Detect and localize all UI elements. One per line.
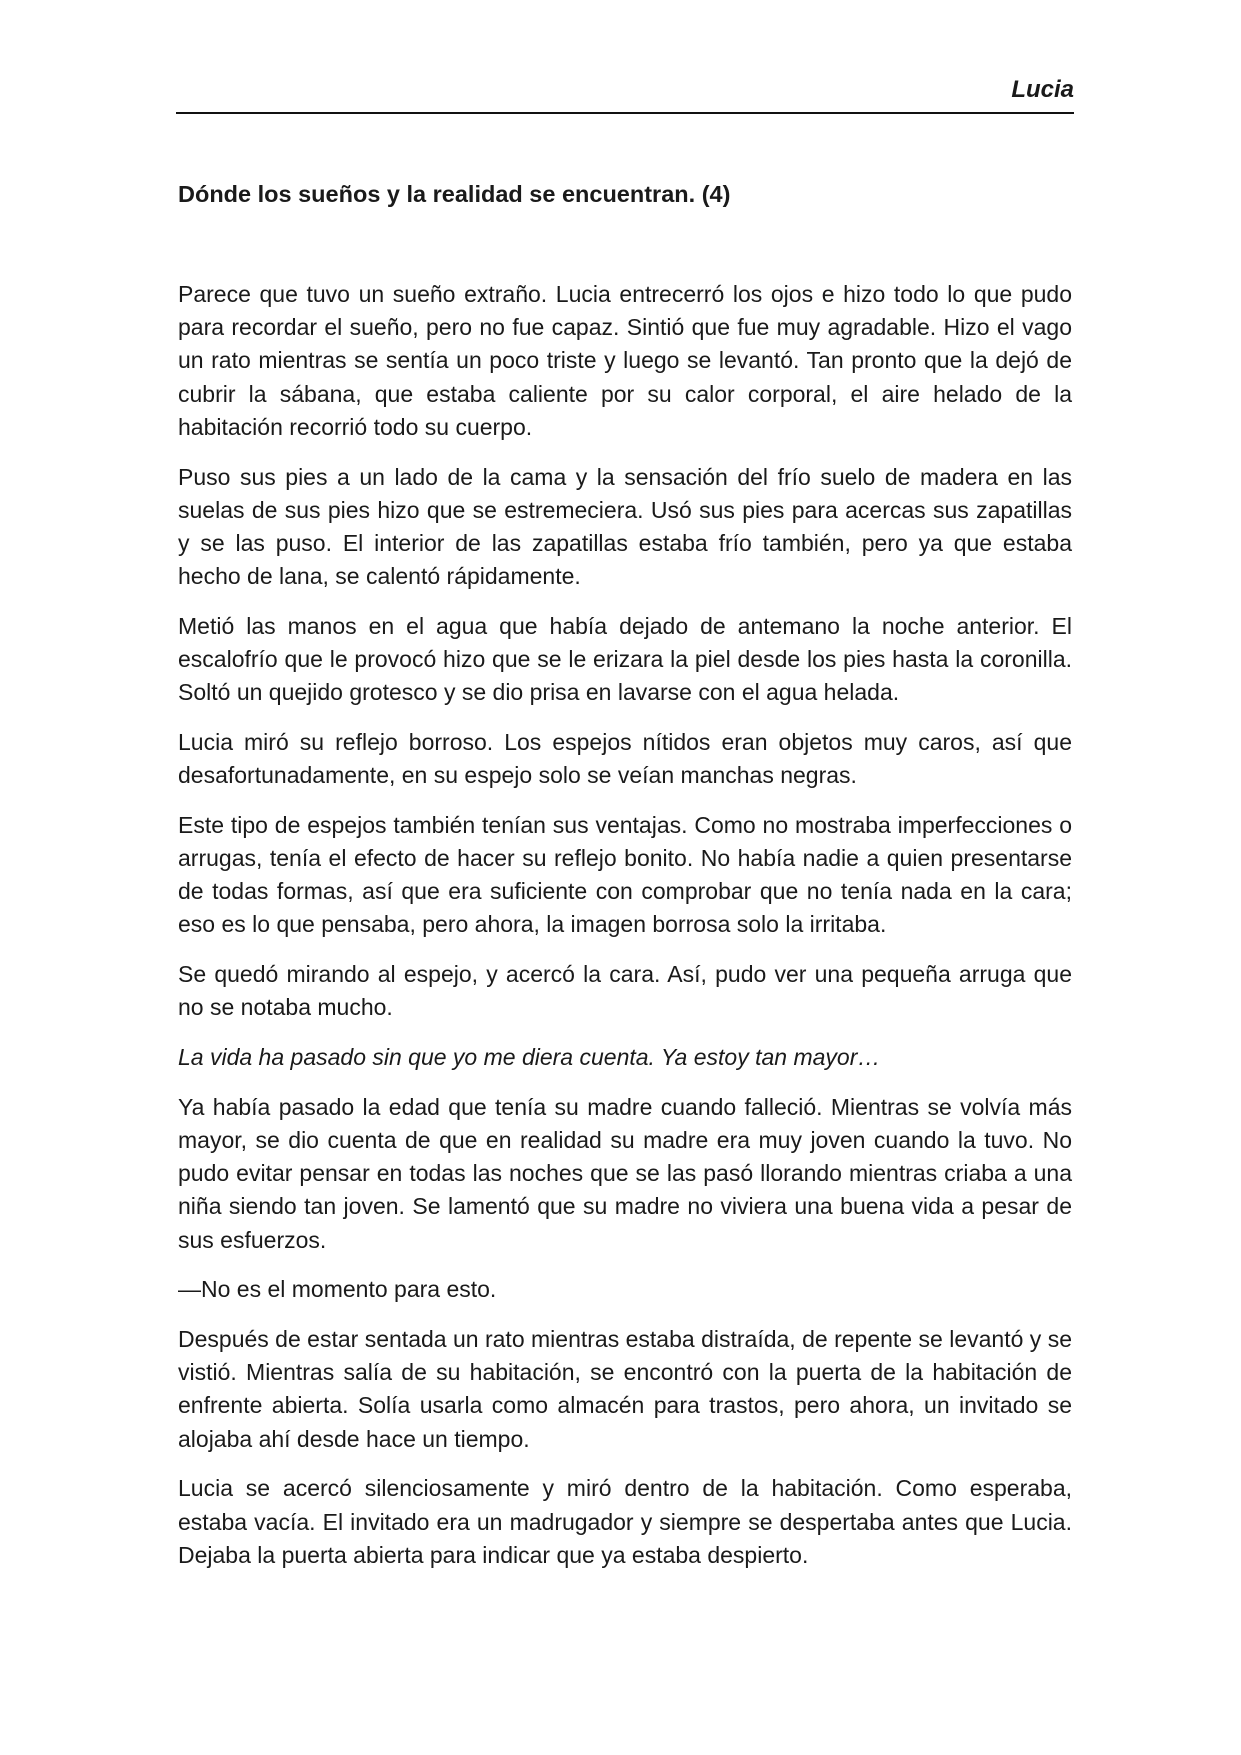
- paragraph: Metió las manos en el agua que había dejado de antemano la noche anterior. El escalofrío que le provocó hizo que se le erizara la piel desde los pies hasta la coronilla. Soltó un quejido grotesco y se dio prisa en lavarse con el agua helada.: [178, 612, 1072, 706]
- paragraph: Lucia se acercó silenciosamente y miró dentro de la habitación. Como esperaba, estaba vacía. El invitado era un madrugador y siempre se despertaba antes que Lucia. Dejaba la puerta abierta para indicar que ya estaba despierto.: [178, 1475, 1072, 1568]
- paragraph: Ya había pasado la edad que tenía su madre cuando falleció. Mientras se volvía más mayor, se dio cuenta de que en realidad su madre era muy joven cuando la tuvo. No pudo evitar pensar en todas las noches que se las pasó llorando mientras criaba a una niña siendo tan joven. Se lamentó que su madre no viviera una buena vida a pesar de sus esfuerzos.: [178, 1093, 1072, 1253]
- paragraph: Parece que tuvo un sueño extraño. Lucia entrecerró los ojos e hizo todo lo que pudo para recordar el sueño, pero no fue capaz. Sintió que fue muy agradable. Hizo el vago un rato mientras se sentía un poco triste y luego se levantó. Tan pronto que la dejó de cubrir la sábana, que estaba caliente por su calor corporal, el aire helado de la habitación recorrió todo su cuerpo.: [178, 281, 1072, 440]
- inner-thought-paragraph: La vida ha pasado sin que yo me diera cuenta. Ya estoy tan mayor…: [178, 1044, 881, 1071]
- chapter-title: Dónde los sueños y la realidad se encuentran. (4): [178, 181, 731, 207]
- paragraph: Se quedó mirando al espejo, y acercó la cara. Así, pudo ver una pequeña arruga que no se notaba mucho.: [178, 961, 1072, 1021]
- body-text: [178, 278, 1072, 1588]
- paragraph: Este tipo de espejos también tenían sus ventajas. Como no mostraba imperfecciones o arrugas, tenía el efecto de hacer su reflejo bonito. No había nadie a quien presentarse de todas formas, así que era suficiente con comprobar que no tenía nada en la cara; eso es lo que pensaba, pero ahora, la imagen borrosa solo la irritaba.: [178, 811, 1072, 938]
- paragraph: Puso sus pies a un lado de la cama y la sensación del frío suelo de madera en las suelas de sus pies hizo que se estremeciera. Usó sus pies para acercas sus zapatillas y se las puso. El interior de las zapatillas estaba frío también, pero ya que estaba hecho de lana, se calentó rápidamente.: [178, 463, 1072, 590]
- dialogue-paragraph: —No es el momento para esto.: [178, 1276, 497, 1303]
- paragraph: Lucia miró su reflejo borroso. Los espejos nítidos eran objetos muy caros, así que desafortunadamente, en su espejo solo se veían manchas negras.: [178, 728, 1072, 789]
- running-header: [176, 74, 1074, 114]
- header-title: Lucia: [1011, 76, 1074, 103]
- paragraph: Después de estar sentada un rato mientras estaba distraída, de repente se levantó y se vistió. Mientras salía de su habitación, se encontró con la puerta de la habitación de enfrente abierta. Solía usarla como almacén para trastos, pero ahora, un invitado se alojaba ahí desde hace un tiempo.: [178, 1325, 1072, 1452]
